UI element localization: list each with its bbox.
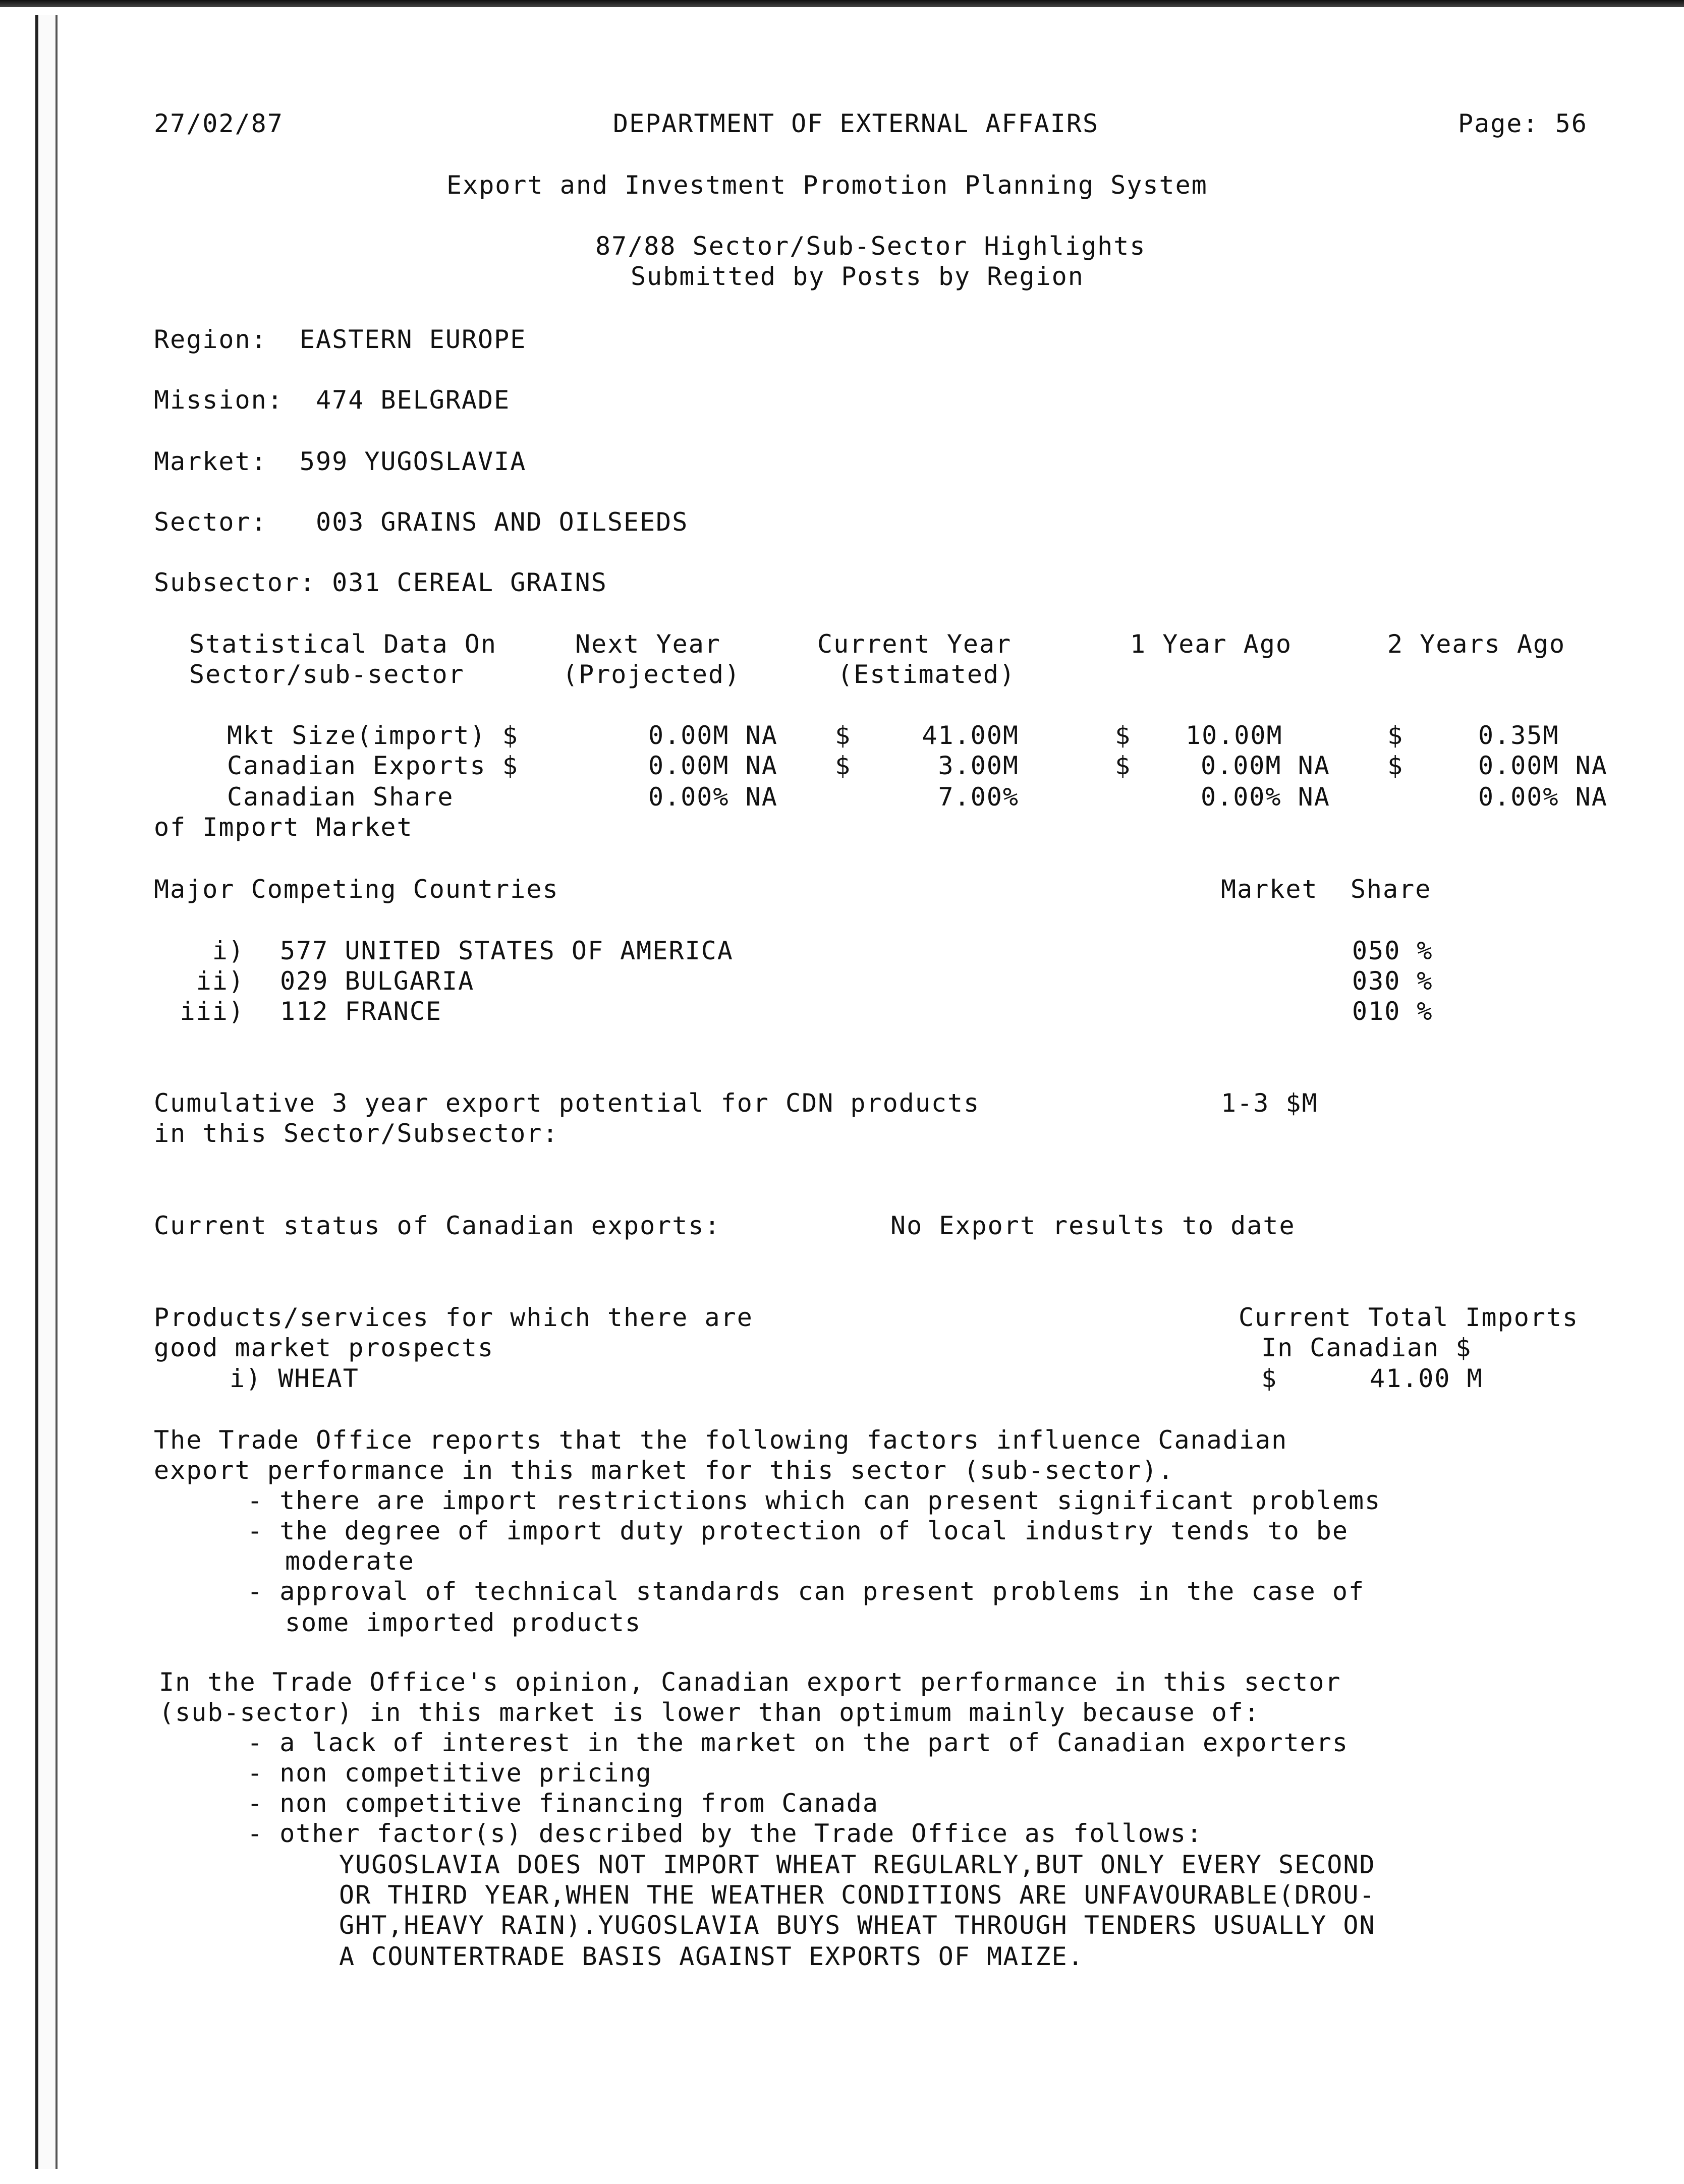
- opinion-item: - a lack of interest in the market on the part of Canadian exporters: [247, 1728, 1349, 1757]
- competitor-number: i): [212, 936, 245, 965]
- market-share-header: Market Share: [1221, 875, 1432, 904]
- opinion-intro2: (sub-sector) in this market is lower than optimum mainly because of:: [159, 1698, 1260, 1727]
- stats-header-line2: Sector/sub-sector: [189, 660, 465, 689]
- competitor-share: 030 %: [1352, 966, 1433, 996]
- col-current-year: Current Year: [817, 629, 1012, 659]
- factor-item-cont: moderate: [285, 1546, 415, 1576]
- page-number: Page: 56: [1458, 109, 1588, 138]
- stats-row-label: Canadian Exports $: [227, 751, 519, 780]
- competitor-name: 577 UNITED STATES OF AMERICA: [280, 936, 734, 965]
- competitor-share: 010 %: [1352, 997, 1433, 1026]
- stats-cell-current: 3.00M: [938, 751, 1019, 780]
- opinion-intro1: In the Trade Office's opinion, Canadian export performance in this sector: [159, 1668, 1341, 1697]
- potential-value: 1-3 $M: [1221, 1088, 1318, 1118]
- report-date: 27/02/87: [154, 109, 284, 138]
- products-line2: good market prospects: [154, 1333, 494, 1362]
- factors-intro1: The Trade Office reports that the following factors influence Canadian: [154, 1425, 1288, 1455]
- stats-cell-current: 41.00M: [922, 721, 1019, 750]
- opinion-item: - non competitive pricing: [247, 1758, 652, 1788]
- stats-row-label-tail: of Import Market: [154, 813, 413, 842]
- imports-value: 41.00 M: [1370, 1364, 1483, 1393]
- subsector-field: Subsector: 031 CEREAL GRAINS: [154, 568, 607, 597]
- department-name: DEPARTMENT OF EXTERNAL AFFAIRS: [613, 109, 1099, 138]
- stats-cell-1yr: 10.00M: [1186, 721, 1283, 750]
- stats-cell-currency: $: [1387, 751, 1404, 780]
- imports-currency: $: [1261, 1364, 1278, 1393]
- opinion-item: - other factor(s) described by the Trade Office as follows:: [247, 1819, 1203, 1848]
- competitor-share: 050 %: [1352, 936, 1433, 965]
- opinion-item: - non competitive financing from Canada: [247, 1789, 879, 1818]
- imports-header1: Current Total Imports: [1239, 1303, 1579, 1332]
- imports-header2: In Canadian $: [1261, 1333, 1472, 1362]
- products-line1: Products/services for which there are: [154, 1303, 753, 1332]
- competitor-number: ii): [196, 966, 245, 996]
- col-next-year: Next Year: [575, 629, 721, 659]
- stats-cell-currency: $: [835, 751, 852, 780]
- stats-row-label: Mkt Size(import) $: [227, 721, 519, 750]
- col-1-year-ago: 1 Year Ago: [1130, 629, 1293, 659]
- opinion-note-line: A COUNTERTRADE BASIS AGAINST EXPORTS OF MAIZE.: [339, 1942, 1084, 1971]
- market-field: Market: 599 YUGOSLAVIA: [154, 447, 527, 476]
- competitor-name: 112 FRANCE: [280, 997, 442, 1026]
- sector-field: Sector: 003 GRAINS AND OILSEEDS: [154, 507, 689, 537]
- opinion-note-line: GHT,HEAVY RAIN).YUGOSLAVIA BUYS WHEAT THROUGH TENDERS USUALLY ON: [339, 1911, 1376, 1940]
- col-current-year-sub: (Estimated): [837, 660, 1016, 689]
- stats-cell-2yr: 0.35M: [1478, 721, 1559, 750]
- stats-cell-current: 7.00%: [938, 782, 1019, 812]
- factors-intro2: export performance in this market for this sector (sub-sector).: [154, 1456, 1174, 1485]
- stats-row-label: Canadian Share: [227, 782, 454, 812]
- product-item: i) WHEAT: [230, 1364, 359, 1393]
- report-subtitle: Submitted by Posts by Region: [631, 262, 1084, 291]
- stats-cell-1yr: 0.00M NA: [1201, 751, 1330, 780]
- competitors-title: Major Competing Countries: [154, 875, 559, 904]
- col-next-year-sub: (Projected): [563, 660, 741, 689]
- col-2-years-ago: 2 Years Ago: [1387, 629, 1566, 659]
- stats-cell-2yr: 0.00M NA: [1478, 751, 1608, 780]
- status-label: Current status of Canadian exports:: [154, 1211, 721, 1240]
- competitor-number: iii): [180, 997, 245, 1026]
- opinion-note-line: OR THIRD YEAR,WHEN THE WEATHER CONDITIONS ARE UNFAVOURABLE(DROU-: [339, 1880, 1376, 1910]
- report-title: 87/88 Sector/Sub-Sector Highlights: [595, 232, 1146, 261]
- potential-line2: in this Sector/Subsector:: [154, 1119, 559, 1148]
- stats-cell-next: 0.00M NA: [648, 751, 778, 780]
- factor-item: - approval of technical standards can present problems in the case of: [247, 1577, 1365, 1606]
- stats-cell-2yr: 0.00% NA: [1478, 782, 1608, 812]
- factor-item: - the degree of import duty protection of local industry tends to be: [247, 1516, 1349, 1545]
- scan-top-edge: [0, 0, 1684, 7]
- stats-cell-currency: $: [1387, 721, 1404, 750]
- stats-cell-currency: $: [1115, 751, 1132, 780]
- stats-cell-next: 0.00% NA: [648, 782, 778, 812]
- region-field: Region: EASTERN EUROPE: [154, 325, 527, 354]
- factor-item: - there are import restrictions which can present significant problems: [247, 1486, 1381, 1515]
- stats-header-line1: Statistical Data On: [189, 629, 497, 659]
- opinion-note-line: YUGOSLAVIA DOES NOT IMPORT WHEAT REGULARLY,BUT ONLY EVERY SECOND: [339, 1850, 1376, 1879]
- potential-line1: Cumulative 3 year export potential for CDN products: [154, 1088, 980, 1118]
- stats-cell-currency: $: [835, 721, 852, 750]
- stats-cell-next: 0.00M NA: [648, 721, 778, 750]
- status-value: No Export results to date: [890, 1211, 1296, 1240]
- mission-field: Mission: 474 BELGRADE: [154, 385, 511, 415]
- factor-item-cont: some imported products: [285, 1608, 642, 1637]
- competitor-name: 029 BULGARIA: [280, 966, 475, 996]
- system-title: Export and Investment Promotion Planning System: [446, 170, 1208, 200]
- stats-cell-1yr: 0.00% NA: [1201, 782, 1330, 812]
- binding-edge: [35, 15, 58, 2169]
- stats-cell-currency: $: [1115, 721, 1132, 750]
